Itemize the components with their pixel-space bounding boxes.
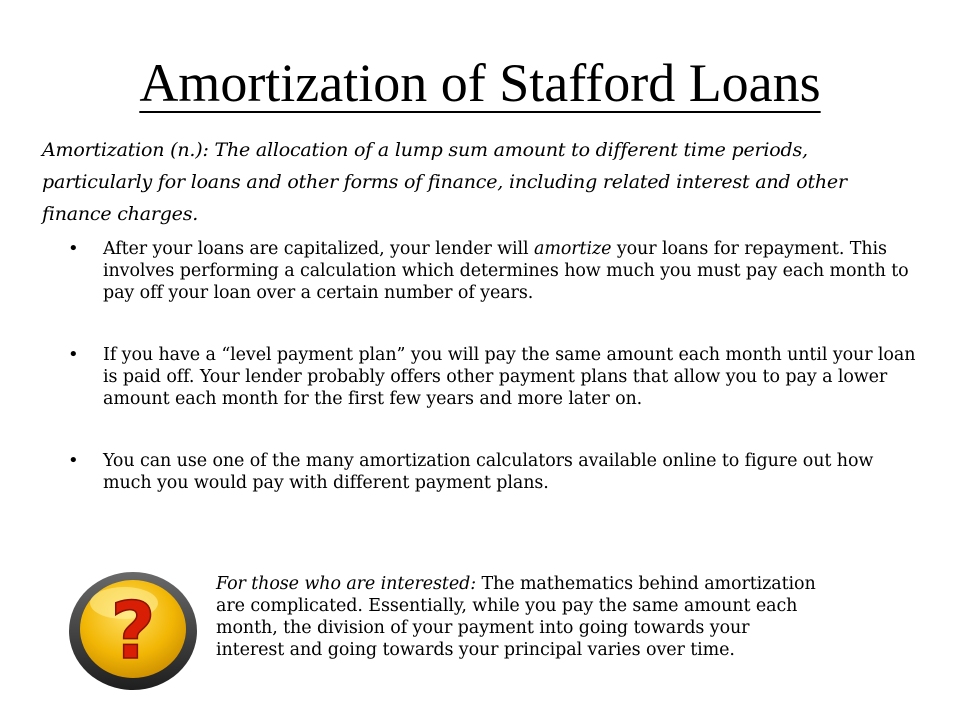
question-mark-icon [66, 567, 200, 692]
bullet-text-end: your loans for repayment. This involves performing a calculation which determines how much you must pay each month to pay off your loan over a certain number of years. [103, 239, 909, 303]
bullet-item-calculators: • You can use one of the many amortization calculators available online to figure out how much you would pay with different payment plans. [68, 450, 918, 494]
bullet-item-amortize [68, 238, 918, 304]
definition-text: Amortization (n.): The allocation of a lump sum amount to different time periods, particularly for loans and other forms of finance, including related interest and other finance charges. [42, 139, 847, 225]
question-mark-glyph: ? [110, 587, 156, 677]
note-body: The mathematics behind amortization are complicated. Essentially, while you pay the same amount each month, the division of your payment into going towards your interest and going towards your principal varies over time. [216, 574, 816, 660]
question-icon-container [66, 567, 200, 692]
bullet-item-level-payment: • If you have a “level payment plan” you will pay the same amount each month until your loan is paid off. Your lender probably offers other payment plans that allow you to pay a lower amount each month for the first few years and more later on. [68, 344, 918, 410]
note-lead: For those who are interested: [216, 574, 477, 594]
slide-title [0, 52, 960, 114]
note-paragraph [216, 573, 816, 661]
bullet-emphasis: amortize [534, 239, 612, 259]
bullet-text-start: After your loans are capitalized, your lender will [103, 239, 535, 259]
slide-title-text: Amortization of Stafford Loans [139, 53, 821, 113]
bullet-list [68, 238, 918, 534]
